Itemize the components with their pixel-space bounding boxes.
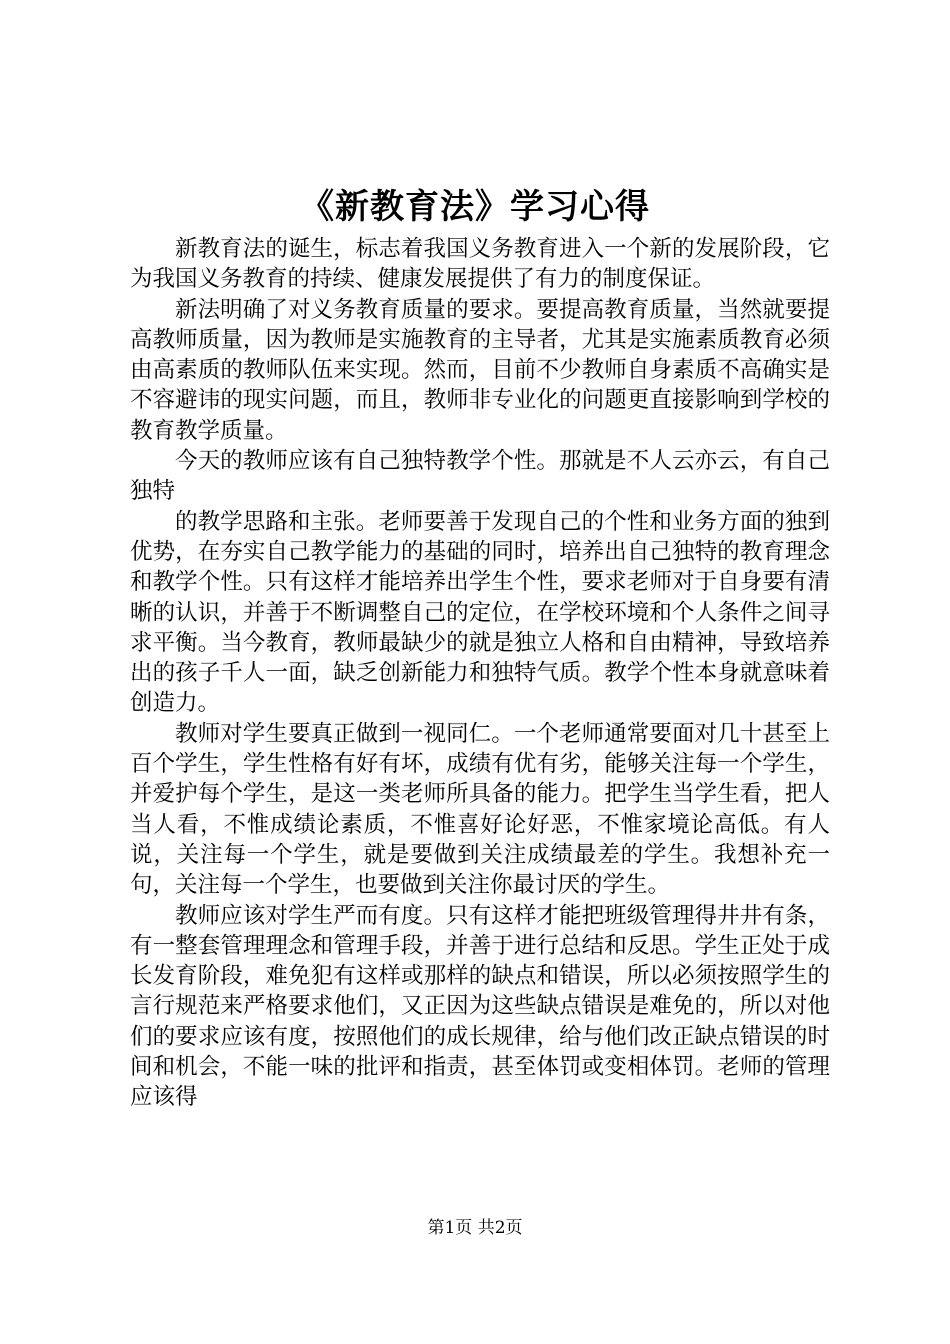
paragraph: 新法明确了对义务教育质量的要求。要提高教育质量，当然就要提高教师质量，因为教师是实施教育的主导者，尤其是实施素质教育必须由高素质的教师队伍来实现。然而，目前不少教师自身素质不高确实是不容避讳的现实问题，而且，教师非专业化的问题更直接影响到学校的教育教学质量。 <box>130 296 830 444</box>
paragraph: 教师对学生要真正做到一视同仁。一个老师通常要面对几十甚至上百个学生，学生性格有好有坏，成绩有优有劣，能够关注每一个学生，并爱护每个学生，是这一类老师所具备的能力。把学生当学生看，把人当人看，不惟成绩论素质，不惟喜好论好恶，不惟家境论高低。有人说，关注每一个学生，就是要做到关注成绩最差的学生。我想补充一句，关注每一个学生，也要做到关注你最讨厌的学生。 <box>130 720 830 899</box>
page-number: 第1页 共2页 <box>427 1218 523 1238</box>
paragraph: 新教育法的诞生，标志着我国义务教育进入一个新的发展阶段，它为我国义务教育的持续、健康发展提供了有力的制度保证。 <box>130 236 830 293</box>
page-title: 《新教育法》学习心得 <box>300 187 650 227</box>
paragraph: 的教学思路和主张。老师要善于发现自己的个性和业务方面的独到优势，在夯实自己教学能力的基础的同时，培养出自己独特的教育理念和教学个性。只有这样才能培养出学生个性，要求老师对于自身要有清晰的认识，并善于不断调整自己的定位，在学校环境和个人条件之间寻求平衡。当今教育，教师最缺少的就是独立人格和自由精神，导致培养出的孩子千人一面，缺乏创新能力和独特气质。教学个性本身就意味着创造力。 <box>130 508 830 717</box>
paragraph: 今天的教师应该有自己独特教学个性。那就是不人云亦云，有自己独特 <box>130 448 830 505</box>
paragraph: 教师应该对学生严而有度。只有这样才能把班级管理得井井有条，有一整套管理理念和管理手段，并善于进行总结和反思。学生正处于成长发育阶段，难免犯有这样或那样的缺点和错误，所以必须按照学生的言行规范来严格要求他们，又正因为这些缺点错误是难免的，所以对他们的要求应该有度，按照他们的成长规律，给与他们改正缺点错误的时间和机会，不能一味的批评和指责，甚至体罚或变相体罚。老师的管理应该得 <box>130 902 830 1111</box>
document-body <box>130 234 830 1113</box>
